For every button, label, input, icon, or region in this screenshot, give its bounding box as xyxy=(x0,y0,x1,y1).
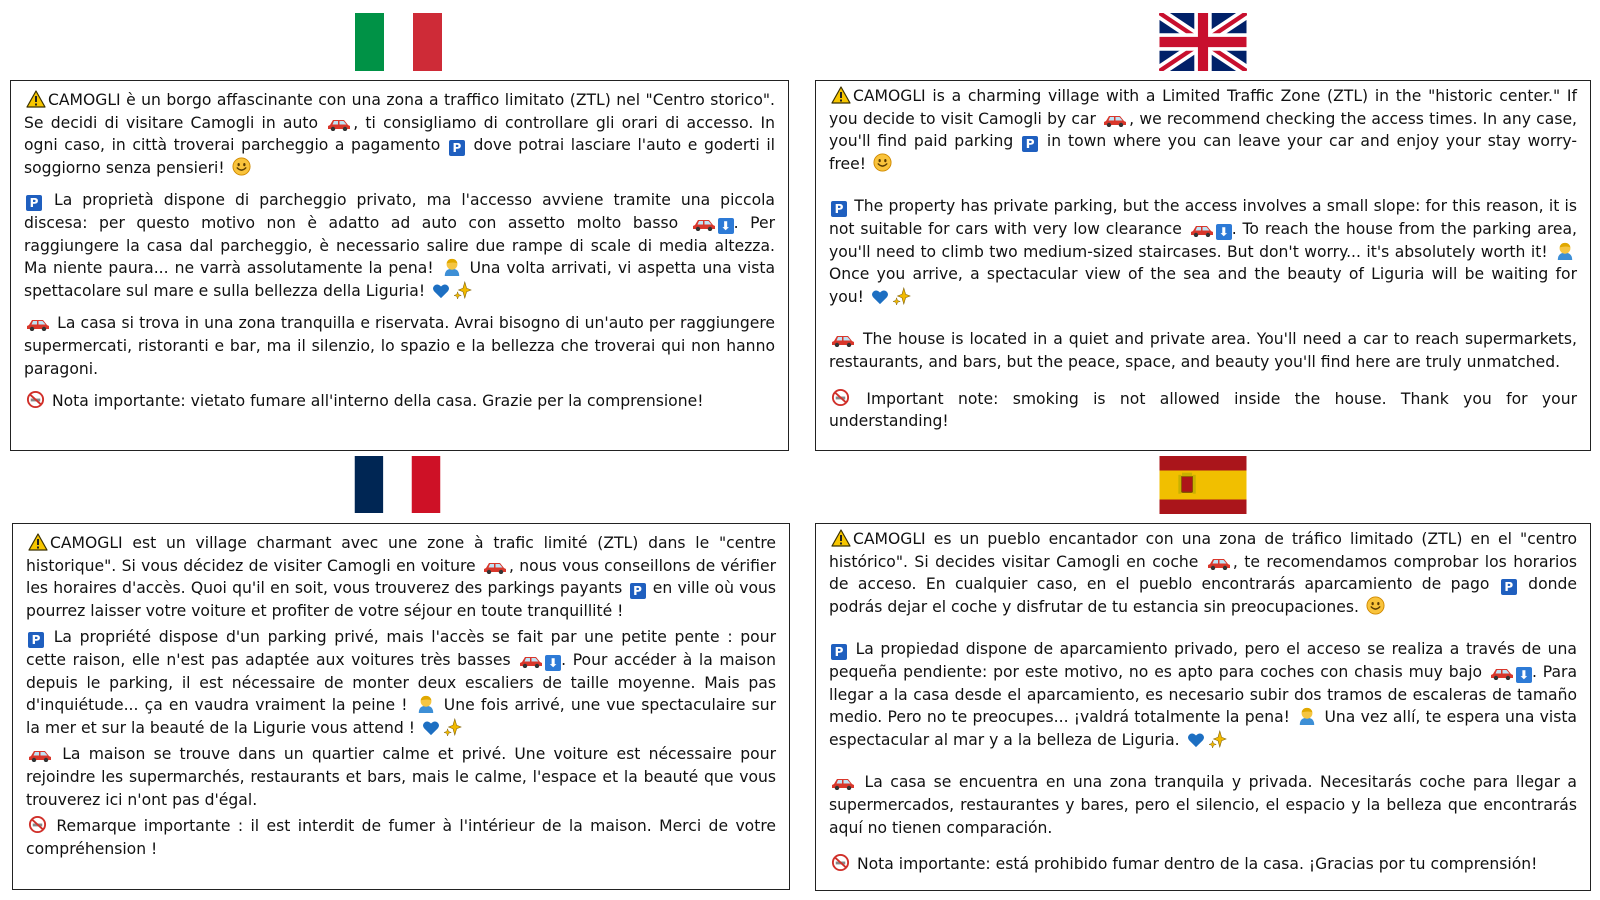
blue-heart-icon xyxy=(432,283,450,299)
warning-icon xyxy=(831,86,851,104)
en-paragraph-note: Important note: smoking is not allowed inside the house. Thank you for your understanding! xyxy=(829,389,1577,431)
parking-icon: P xyxy=(26,195,42,211)
fr-paragraph-parking: P La propriété dispose d'un parking privé, mais l'accès se fait par une petite pente : pour cette raison, elle n'est pas adaptée aux voitures très basses ⬇ . Pour accéder à la maison depuis le parking, il est nécessaire de monter deux escaliers de taille moyenne. Mais pas d'inquiétude... ça en vaudra vraiment la peine ! Une fois arrivé, une vue spectaculaire sur la mer et sur la beauté de la Ligurie vous attend ! xyxy=(26,628,776,737)
parking-icon: P xyxy=(831,644,847,660)
warning-icon xyxy=(831,529,851,547)
down-arrow-icon: ⬇ xyxy=(1216,224,1232,240)
car-icon xyxy=(28,748,52,762)
sparkles-icon xyxy=(454,281,472,299)
en-paragraph-ztl: CAMOGLI is a charming village with a Limited Traffic Zone (ZTL) in the "historic center." If you decide to visit Camogli by car , we recommend checking the access times. In any case, you'll find paid parking P in town where you can leave your car and enjoy your stay worry-free! xyxy=(829,87,1577,173)
down-arrow-icon: ⬇ xyxy=(545,655,561,671)
parking-icon: P xyxy=(831,201,847,217)
es-paragraph-parking: P La propiedad dispone de aparcamiento privado, pero el acceso se realiza a través de una pequeña pendiente: por este motivo, no es apto para coches con chasis muy bajo ⬇ . Para llegar a la casa desde el aparcamiento, es necesario subir dos tramos de escaleras de tamaño medio. Pero no te preocupes... ¡valdrá totalmente la pena! Una vez allí, te espera una vista espectacular al mar y a la belleza de Liguria. xyxy=(829,640,1578,749)
blue-heart-icon xyxy=(871,289,889,305)
warning-icon xyxy=(28,533,48,551)
it-paragraph-parking: P La proprietà dispone di parcheggio privato, ma l'accesso avviene tramite una piccola discesa: per questo motivo non è adatto ad auto con assetto molto basso ⬇ . Per raggiungere la casa dal parcheggio, è necessario salire due rampe di scale di media altezza. Ma niente paura... ne varrà assolutamente la pena! Una volta arrivati, vi aspetta una vista spettacolare sul mare e sulla bellezza della Liguria! xyxy=(24,191,776,300)
down-arrow-icon: ⬇ xyxy=(1516,667,1532,683)
sparkles-icon xyxy=(893,287,911,305)
car-icon xyxy=(831,333,855,347)
no-smoking-icon xyxy=(831,388,850,407)
car-icon xyxy=(483,560,507,574)
car-icon xyxy=(26,317,50,331)
fr-paragraph-location: La maison se trouve dans un quartier calme et privé. Une voiture est nécessaire pour rejoindre les supermarchés, restaurants et bars, mais le calme, l'espace et la beauté que vous trouverez ici n'ont pas d'égal. xyxy=(26,745,776,809)
en-paragraph-location: The house is located in a quiet and private area. You'll need a car to reach supermarkets, restaurants, and bars, but the peace, space, and beauty you'll find here are truly unmatched. xyxy=(829,330,1577,371)
smile-icon xyxy=(232,157,251,176)
blue-heart-icon xyxy=(1187,732,1205,748)
sparkles-icon xyxy=(1209,730,1227,748)
it-paragraph-note: Nota importante: vietato fumare all'interno della casa. Grazie per la comprensione! xyxy=(24,390,775,413)
car-icon xyxy=(1103,113,1127,127)
no-smoking-icon xyxy=(28,815,47,834)
car-icon xyxy=(692,217,716,231)
car-icon xyxy=(327,117,351,131)
smile-icon xyxy=(873,153,892,172)
person-icon xyxy=(1297,707,1317,725)
sparkles-icon xyxy=(444,718,462,736)
uk-flag-icon xyxy=(1159,13,1247,71)
spanish-text-panel xyxy=(815,523,1591,891)
person-icon xyxy=(1555,242,1575,260)
french-text-panel xyxy=(12,523,790,890)
blue-heart-icon xyxy=(422,720,440,736)
car-icon xyxy=(1207,556,1231,570)
es-paragraph-ztl: CAMOGLI es un pueblo encantador con una zona de tráfico limitado (ZTL) en el "centro histórico". Si decides visitar Camogli en coche , te recomendamos comprobar los horarios de acceso. En cualquier caso, en el pueblo encontrarás aparcamiento de pago P donde podrás dejar el coche y disfrutar de tu estancia sin preocupaciones. xyxy=(829,530,1577,616)
fr-paragraph-note: Remarque importante : il est interdit de fumer à l'intérieur de la maison. Merci de votre compréhension ! xyxy=(26,817,776,858)
it-paragraph-location: La casa si trova in una zona tranquilla e riservata. Avrai bisogno di un'auto per raggiungere supermercati, ristoranti e bar, ma il silenzio, lo spazio e la bellezza che troverai qui non hanno paragoni. xyxy=(24,314,775,378)
down-arrow-icon: ⬇ xyxy=(718,218,734,234)
es-paragraph-location: La casa se encuentra en una zona tranquila y privada. Necesitarás coche para llegar a supermercados, restaurantes y bares, pero el silencio, el espacio y la belleza que encontrarás aquí no tienen comparación. xyxy=(829,773,1577,837)
no-smoking-icon xyxy=(26,390,45,409)
car-icon xyxy=(831,776,855,790)
person-icon xyxy=(416,695,436,713)
fr-paragraph-ztl: CAMOGLI est un village charmant avec une zone à trafic limité (ZTL) dans le "centre historique". Si vous décidez de visiter Camogli en voiture , nous vous conseillons de vérifier les horaires d'accès. Quoi qu'il en soit, vous trouverez des parkings payants P en ville où vous pourrez laisser votre voiture et profiter de votre séjour en toute tranquillité ! xyxy=(26,534,777,620)
it-paragraph-ztl: CAMOGLI è un borgo affascinante con una zona a traffico limitato (ZTL) nel "Centro storico". Se decidi di visitare Camogli in auto , ti consigliamo di controllare gli orari di accesso. In ogni caso, in città troverai parcheggio a pagamento P dove potrai lasciare l'auto e goderti il soggiorno senza pensieri! xyxy=(24,91,776,177)
parking-icon: P xyxy=(449,140,465,156)
parking-icon: P xyxy=(1022,136,1038,152)
english-text-panel xyxy=(815,80,1591,451)
france-flag-icon xyxy=(354,456,441,513)
person-icon xyxy=(442,258,462,276)
car-icon xyxy=(1490,666,1514,680)
car-icon xyxy=(1190,223,1214,237)
car-icon xyxy=(519,654,543,668)
italian-text-panel xyxy=(10,80,789,451)
spain-flag-icon xyxy=(1159,456,1247,514)
parking-icon: P xyxy=(1501,579,1517,595)
italy-flag-icon xyxy=(354,13,443,71)
parking-icon: P xyxy=(28,632,44,648)
parking-icon: P xyxy=(630,583,646,599)
es-paragraph-note: Nota importante: está prohibido fumar dentro de la casa. ¡Gracias por tu comprensión! xyxy=(829,853,1577,876)
no-smoking-icon xyxy=(831,853,850,872)
warning-icon xyxy=(26,90,46,108)
en-paragraph-parking: P The property has private parking, but the access involves a small slope: for this reason, it is not suitable for cars with very low clearance ⬇ . To reach the house from the parking area, you'll need to climb two medium-sized staircases. But don't worry... it's absolutely worth it! Once you arrive, a spectacular view of the sea and the beauty of Liguria will be waiting for you! xyxy=(829,197,1577,306)
smile-icon xyxy=(1366,596,1385,615)
